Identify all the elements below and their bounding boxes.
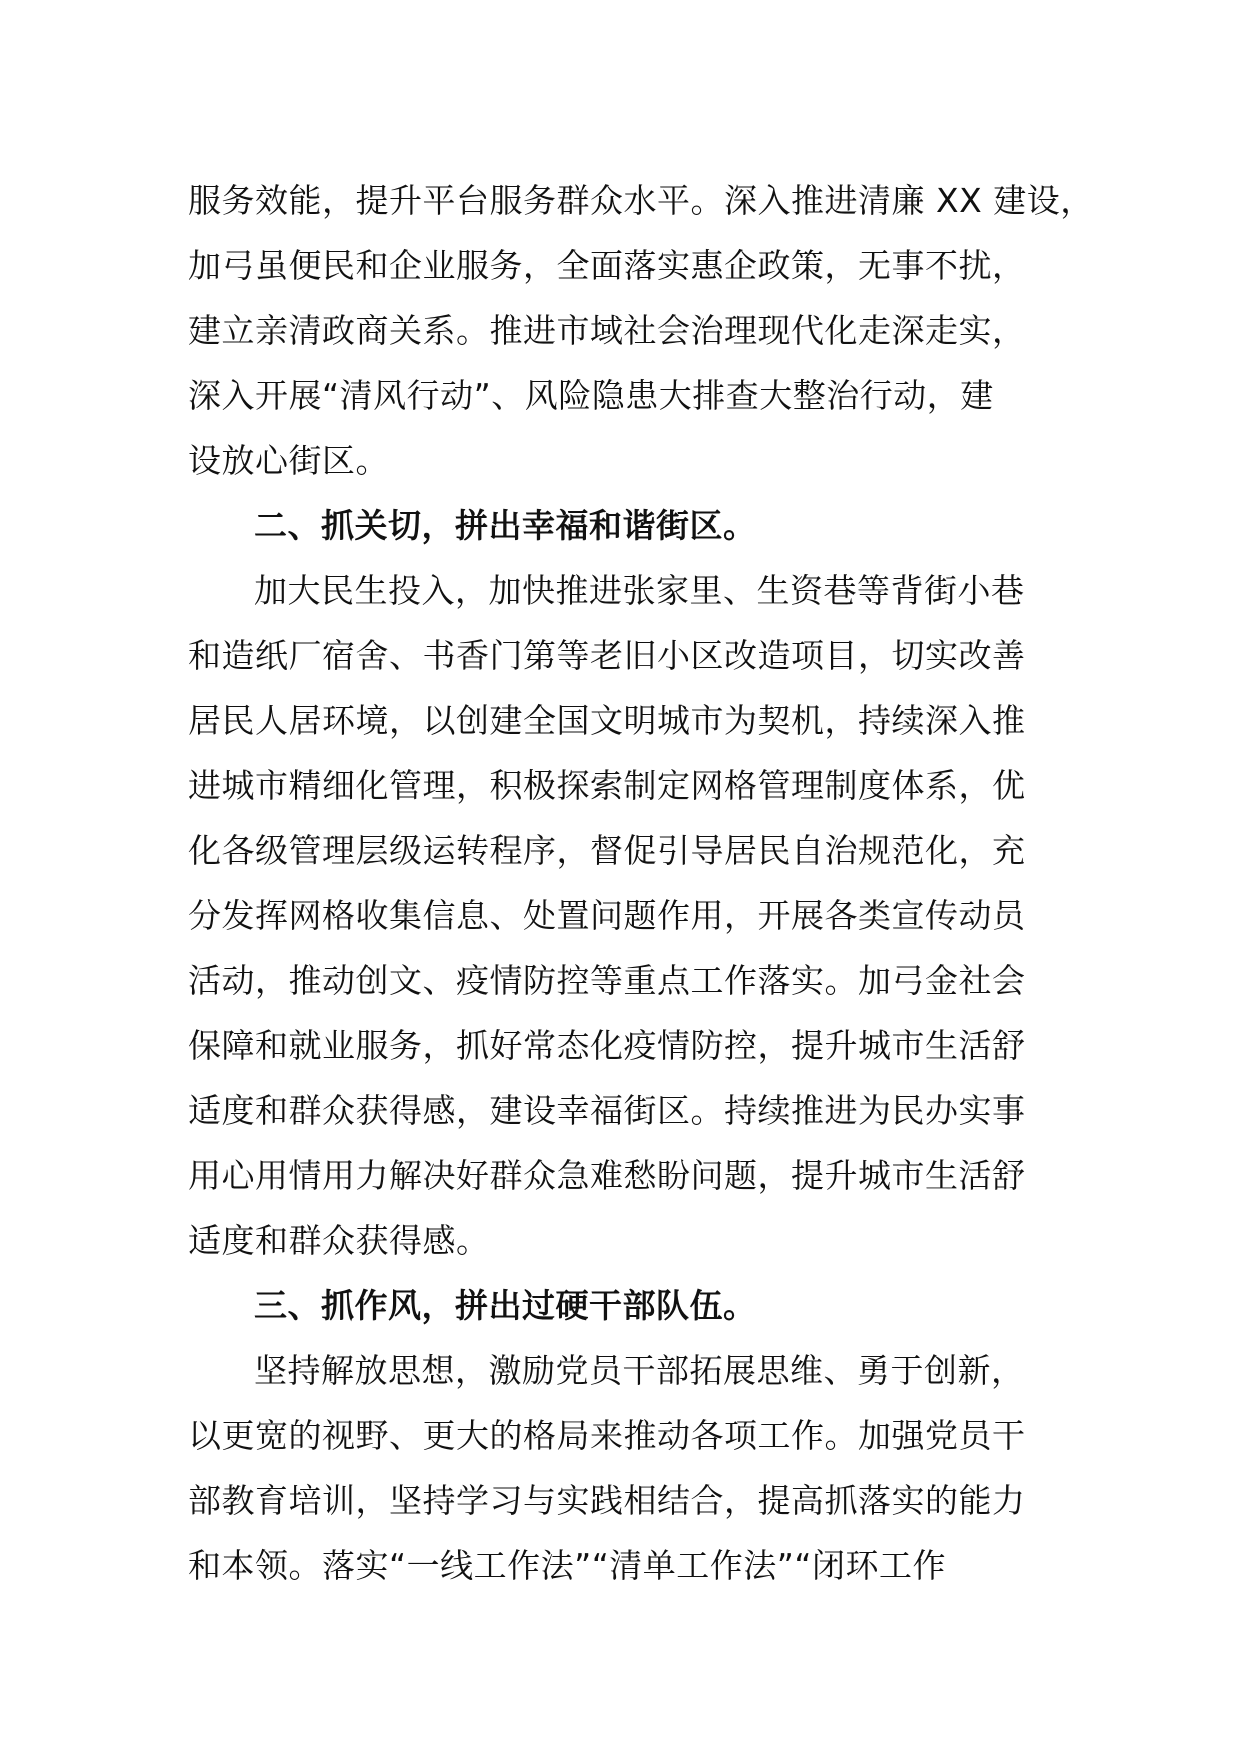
paragraph-line: 适度和群众获得感，建设幸福街区。持续推进为民办实事 — [188, 1091, 1026, 1130]
paragraph-line: 和本领。落实“一线工作法”“清单工作法”“闭环工作 — [188, 1546, 946, 1585]
paragraph-line: 用心用情用力解决好群众急难愁盼问题，提升城市生活舒 — [188, 1156, 1026, 1195]
paragraph-line: 加弓虽便民和企业服务，全面落实惠企政策，无事不扰， — [188, 246, 1026, 285]
paragraph-line: 加大民生投入，加快推进张家里、生资巷等背街小巷 — [254, 571, 1025, 610]
section-heading-2: 二、抓关切，拼出幸福和谐街区。 — [254, 506, 757, 545]
paragraph-line: 适度和群众获得感。 — [188, 1221, 490, 1260]
paragraph-3 — [188, 1338, 1058, 1598]
paragraph-line: 部教育培训，坚持学习与实践相结合，提高抓落实的能力 — [188, 1481, 1026, 1520]
paragraph-line: 居民人居环境，以创建全国文明城市为契机，持续深入推 — [188, 701, 1026, 740]
paragraph-line: 活动，推动创文、疫情防控等重点工作落实。加弓金社会 — [188, 961, 1026, 1000]
paragraph-line: 保障和就业服务，抓好常态化疫情防控，提升城市生活舒 — [188, 1026, 1026, 1065]
paragraph-line: 坚持解放思想，激励党员干部拓展思维、勇于创新， — [254, 1351, 1025, 1390]
paragraph-line: 建立亲清政商关系。推进市域社会治理现代化走深走实， — [188, 311, 1026, 350]
paragraph-2 — [188, 558, 1058, 1273]
paragraph-line: 深入开展“清风行动”、风险隐患大排查大整治行动，建 — [188, 376, 994, 415]
paragraph-1 — [188, 168, 1094, 493]
document-body — [188, 168, 1094, 1598]
paragraph-line: 进城市精细化管理，积极探索制定网格管理制度体系，优 — [188, 766, 1026, 805]
paragraph-line: 分发挥网格收集信息、处置问题作用，开展各类宣传动员 — [188, 896, 1026, 935]
paragraph-line: 以更宽的视野、更大的格局来推动各项工作。加强党员干 — [188, 1416, 1026, 1455]
paragraph-line: 设放心街区。 — [188, 441, 389, 480]
paragraph-line: 化各级管理层级运转程序，督促引导居民自治规范化，充 — [188, 831, 1026, 870]
paragraph-line: 服务效能，提升平台服务群众水平。深入推进清廉 XX 建设， — [188, 181, 1094, 220]
paragraph-line: 和造纸厂宿舍、书香门第等老旧小区改造项目，切实改善 — [188, 636, 1026, 675]
section-heading-3: 三、抓作风，拼出过硬干部队伍。 — [254, 1286, 757, 1325]
